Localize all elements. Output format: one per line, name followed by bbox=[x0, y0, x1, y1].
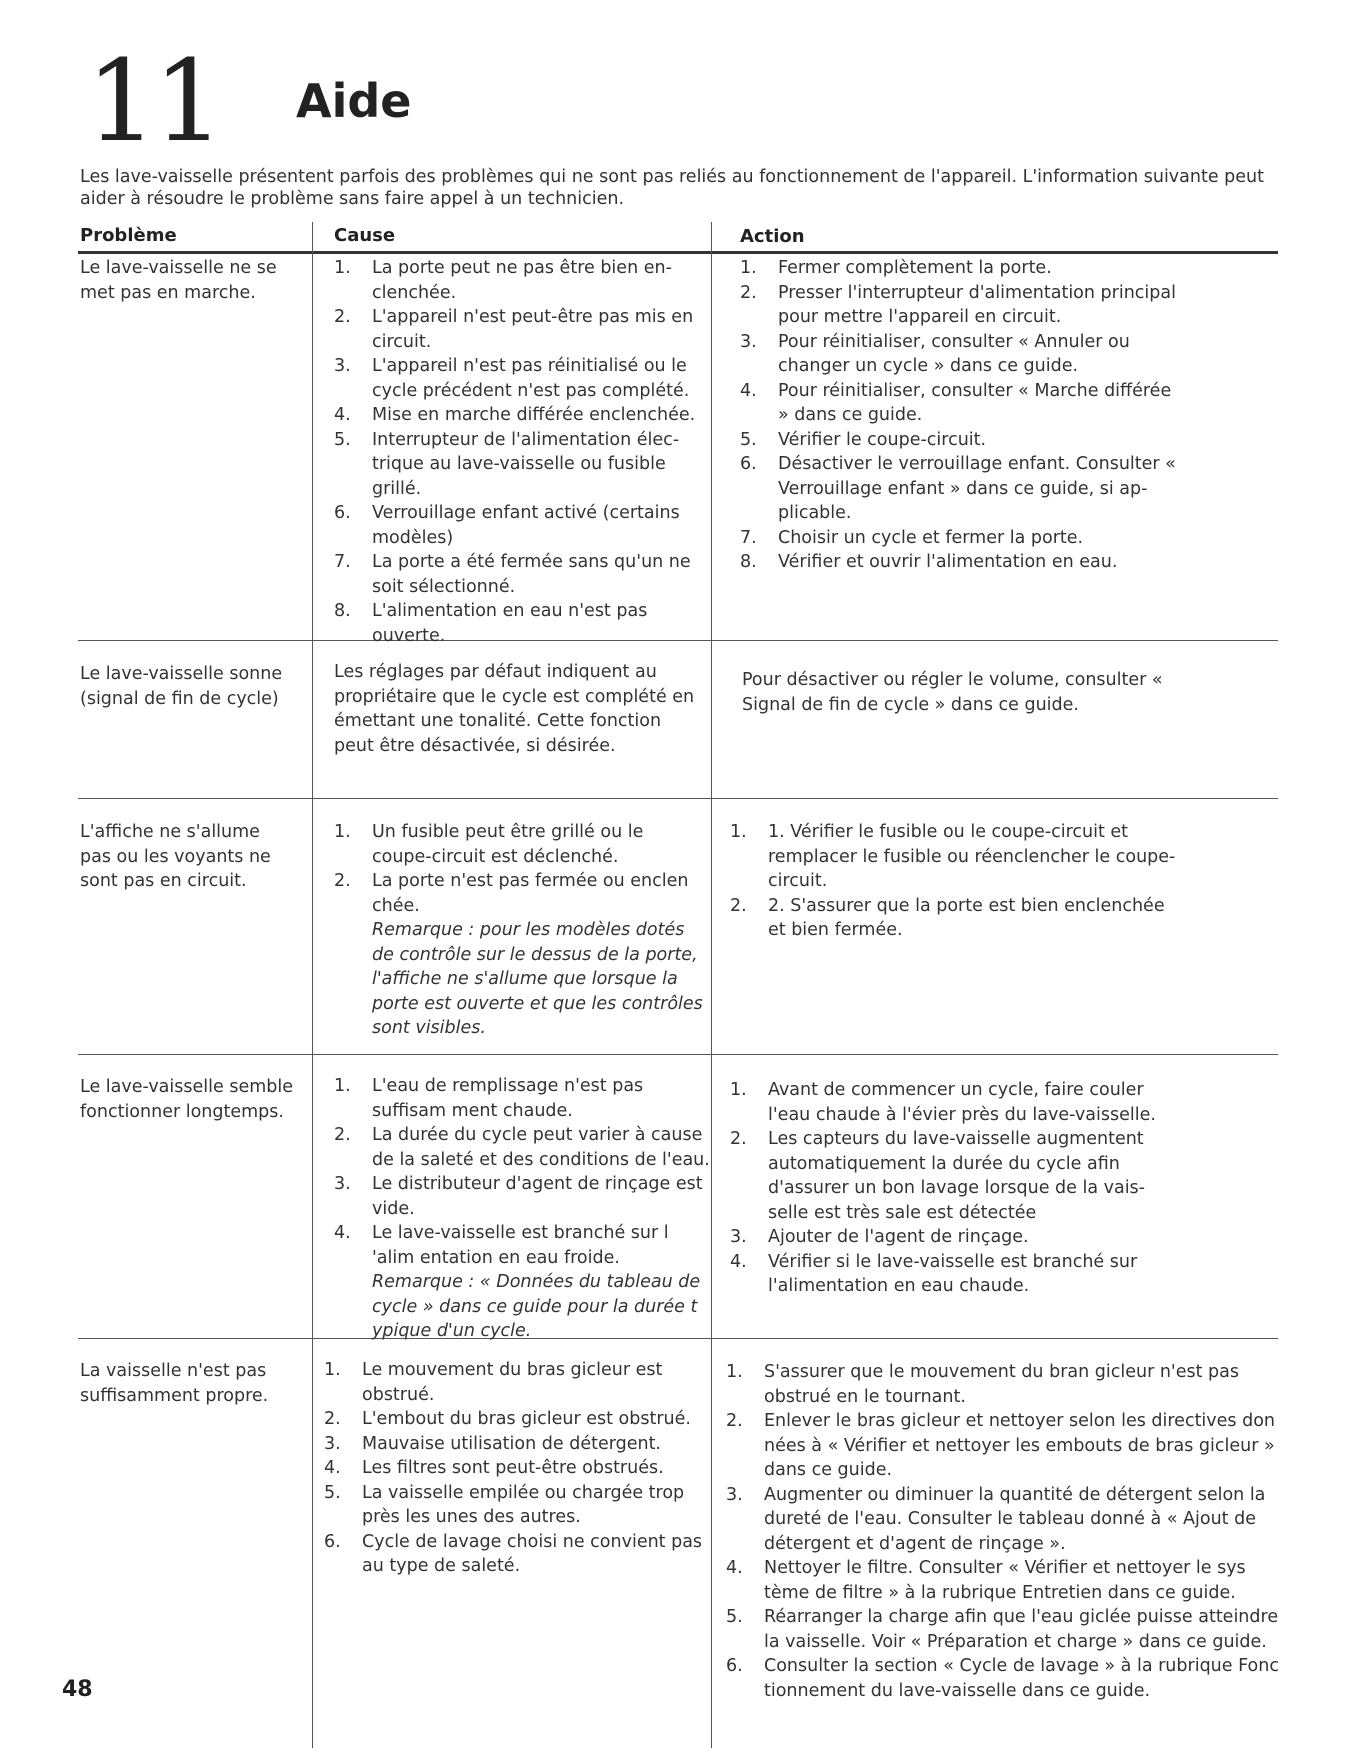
list-item: 2. Les capteurs du lave-vaisselle augmentent automatiquement la durée du cycle afin d'assurer un bon lavage lorsque de la vais-selle est très sale est détectée bbox=[730, 1129, 1145, 1223]
problem-cell: L'affiche ne s'allume pas ou les voyants ne sont pas en circuit. bbox=[80, 822, 271, 891]
list-item: 7. Choisir un cycle et fermer la porte. bbox=[740, 527, 1084, 548]
list-item: 2. L'embout du bras gicleur est obstrué. bbox=[324, 1409, 691, 1429]
list-item: 3. Ajouter de l'agent de rinçage. bbox=[730, 1227, 1029, 1247]
list-item: 1. Avant de commencer un cycle, faire couler l'eau chaude à l'évier près du lave-vaisselle. bbox=[730, 1080, 1156, 1125]
cause-cell bbox=[334, 256, 704, 648]
list-item: 1. Un fusible peut être grillé ou le coupe-circuit est déclenché. bbox=[334, 822, 644, 867]
list-item: 1. S'assurer que le mouvement du bran gicleur n'est pas obstrué en le tournant. bbox=[726, 1362, 1239, 1407]
list-item: 7. La porte a été fermée sans qu'un ne soit sélectionné. bbox=[334, 552, 691, 597]
list-item: 2. La porte n'est pas fermée ou enclen chée. Remarque : pour les modèles dotés de contrôle sur le dessus de la porte, l'affiche ne s'allume que lorsque la porte est ouverte et que les contrôles sont visibles. bbox=[334, 869, 704, 1041]
list-item: 3. Pour réinitialiser, consulter « Annuler ou changer un cycle » dans ce guide. bbox=[740, 331, 1130, 376]
problem-cell: Le lave-vaisselle sonne (signal de fin de cycle) bbox=[80, 664, 283, 709]
remark-note: Remarque : « Données du tableau de cycle » dans ce guide pour la durée t ypique d'un cycle. bbox=[372, 1272, 701, 1341]
remark-note: Remarque : pour les modèles dotés de contrôle sur le dessus de la porte, l'affiche ne s'allume que lorsque la porte est ouverte et que les contrôles sont visibles. bbox=[372, 920, 703, 1038]
list-item: 3. Augmenter ou diminuer la quantité de détergent selon la dureté de l'eau. Consulter le tableau donné à « Ajout de détergent et d'agent de rinçage ». bbox=[726, 1484, 1266, 1554]
row-divider bbox=[78, 1054, 1278, 1055]
intro-paragraph: Les lave-vaisselle présentent parfois des problèmes qui ne sont pas reliés au fonctionnement de l'appareil. L'information suivante peut aider à résoudre le problème sans faire appel à un technicien. bbox=[80, 167, 1264, 209]
list-item: 1. La porte peut ne pas être bien en-clenchée. bbox=[334, 258, 672, 303]
list-item: 1. Fermer complètement la porte. bbox=[740, 258, 1052, 278]
list-item: 3. Le distributeur d'agent de rinçage est vide. bbox=[334, 1174, 703, 1219]
header-rule bbox=[78, 251, 1278, 254]
list-item: 5. Vérifier le coupe-circuit. bbox=[740, 429, 987, 450]
cause-cell bbox=[334, 1074, 710, 1344]
column-divider-1 bbox=[312, 222, 313, 1748]
action-cell bbox=[730, 1078, 1180, 1299]
list-item: 4. Mise en marche différée enclenchée. bbox=[334, 405, 696, 425]
list-item: 5. La vaisselle empilée ou chargée trop près les unes des autres. bbox=[324, 1482, 685, 1527]
header-action: Action bbox=[740, 226, 805, 247]
cause-cell: Les réglages par défaut indiquent au propriétaire que le cycle est complété en émettant une tonalité. Cette fonction peut être désactivée, si désirée. bbox=[334, 662, 695, 756]
list-item: 6. Désactiver le verrouillage enfant. Consulter « Verrouillage enfant » dans ce guide, si ap-plicable. bbox=[740, 454, 1176, 523]
list-item: 4. Les filtres sont peut-être obstrués. bbox=[324, 1458, 664, 1478]
list-item: 3. L'appareil n'est pas réinitialisé ou le cycle précédent n'est pas complété. bbox=[334, 356, 690, 401]
list-item: 5. Interrupteur de l'alimentation élec-trique au lave-vaisselle ou fusible grillé. bbox=[334, 429, 680, 499]
column-divider-2 bbox=[711, 222, 712, 1748]
list-item: 5. Réarranger la charge afin que l'eau giclée puisse atteindre la vaisselle. Voir « Préparation et charge » dans ce guide. bbox=[726, 1607, 1279, 1652]
cause-cell bbox=[334, 820, 704, 1041]
list-item: 8. L'alimentation en eau n'est pas ouverte. bbox=[334, 601, 648, 646]
header-cause: Cause bbox=[334, 225, 396, 246]
row-divider bbox=[78, 798, 1278, 799]
action-cell bbox=[730, 820, 1180, 943]
action-cell: Pour désactiver ou régler le volume, consulter « Signal de fin de cycle » dans ce guide. bbox=[742, 670, 1163, 715]
list-item: 2. Presser l'interrupteur d'alimentation principal pour mettre l'appareil en circuit. bbox=[740, 282, 1176, 327]
list-item: 4. Nettoyer le filtre. Consulter « Vérifier et nettoyer le sys tème de filtre » à la rubrique Entretien dans ce guide. bbox=[726, 1558, 1246, 1603]
list-item: 8. Vérifier et ouvrir l'alimentation en eau. bbox=[740, 552, 1118, 572]
list-item: 3. Mauvaise utilisation de détergent. bbox=[324, 1433, 661, 1454]
list-item: 1. 1. Vérifier le fusible ou le coupe-circuit et remplacer le fusible ou réenclencher le coupe-circuit. bbox=[730, 822, 1176, 891]
list-item: 6. Cycle de lavage choisi ne convient pas au type de saleté. bbox=[324, 1531, 703, 1576]
chapter-number: 11 bbox=[86, 37, 221, 167]
list-item: 6. Consulter la section « Cycle de lavage » à la rubrique Fonc tionnement du lave-vaisselle dans ce guide. bbox=[726, 1656, 1279, 1701]
list-item: 4. Pour réinitialiser, consulter « Marche différée » dans ce guide. bbox=[740, 380, 1172, 425]
problem-cell: Le lave-vaisselle semble fonctionner longtemps. bbox=[80, 1077, 293, 1122]
header-problem: Problème bbox=[80, 225, 177, 246]
page-title: Aide bbox=[296, 74, 412, 128]
list-item: 2. Enlever le bras gicleur et nettoyer selon les directives don nées à « Vérifier et nettoyer les embouts de bras gicleur » dans ce guide. bbox=[726, 1411, 1276, 1480]
problem-cell: Le lave-vaisselle ne se met pas en marche. bbox=[80, 258, 277, 303]
action-cell bbox=[726, 1360, 1286, 1703]
list-item: 4. Vérifier si le lave-vaisselle est branché sur l'alimentation en eau chaude. bbox=[730, 1251, 1138, 1296]
page-number: 48 bbox=[62, 1677, 93, 1702]
cause-cell bbox=[324, 1358, 704, 1579]
list-item: 2. 2. S'assurer que la porte est bien enclenchée et bien fermée. bbox=[730, 895, 1165, 940]
list-item: 1. L'eau de remplissage n'est pas suffisam ment chaude. bbox=[334, 1076, 644, 1121]
list-item: 2. La durée du cycle peut varier à cause de la saleté et des conditions de l'eau. bbox=[334, 1125, 710, 1170]
action-cell bbox=[740, 256, 1180, 575]
list-item: 4. Le lave-vaisselle est branché sur l 'alim entation en eau froide. Remarque : « Données du tableau de cycle » dans ce guide pour la durée t ypique d'un cycle. bbox=[334, 1221, 710, 1344]
list-item: 6. Verrouillage enfant activé (certains modèles) bbox=[334, 503, 680, 548]
list-item: 1. Le mouvement du bras gicleur est obstrué. bbox=[324, 1360, 663, 1405]
list-item: 2. L'appareil n'est peut-être pas mis en circuit. bbox=[334, 307, 694, 352]
problem-cell: La vaisselle n'est pas suffisamment propre. bbox=[80, 1361, 269, 1406]
